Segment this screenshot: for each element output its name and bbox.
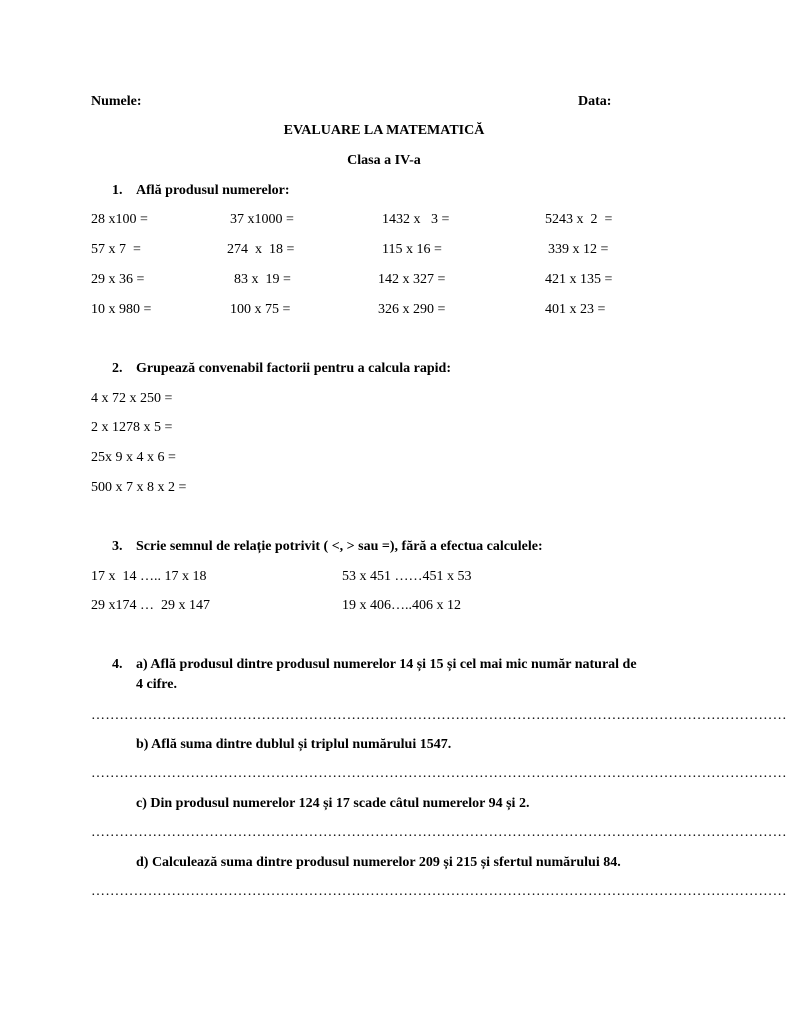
exercise-3-heading (112, 539, 543, 555)
ex1-cell: 28 x100 = (91, 212, 148, 227)
exercise-4b-text: b) Află suma dintre dublul și triplul numărului 1547. (136, 737, 452, 752)
ex1-cell: 421 x 135 = (545, 272, 613, 287)
ex1-cell: 37 x1000 = (230, 212, 294, 227)
exercise-2-number: 2. (112, 361, 123, 376)
ex1-cell: 83 x 19 = (234, 272, 291, 287)
exercise-2-heading (112, 361, 451, 377)
ex3-comparison: 17 x 14 ….. 17 x 18 (91, 569, 207, 584)
date-label: Data: (578, 94, 612, 109)
ex2-line: 25x 9 x 4 x 6 = (91, 450, 176, 465)
ex1-cell: 274 x 18 = (227, 242, 295, 257)
ex2-line: 4 x 72 x 250 = (91, 391, 173, 406)
exercise-3-number: 3. (112, 539, 123, 554)
ex3-comparison: 53 x 451 ……451 x 53 (342, 569, 472, 584)
ex1-cell: 100 x 75 = (230, 302, 291, 317)
answer-line[interactable]: ………………………………………………………………………………………………………………………………… (91, 708, 787, 723)
class-subtitle: Clasa a IV-a (347, 153, 421, 168)
exercise-1-text: Află produsul numerelor: (136, 183, 290, 198)
exercise-1-number: 1. (112, 183, 123, 198)
exercise-4a-text: a) Află produsul dintre produsul numerelor 14 și 15 și cel mai mic număr natural de (136, 657, 637, 672)
ex3-comparison: 19 x 406…..406 x 12 (342, 598, 461, 613)
ex1-cell: 326 x 290 = (378, 302, 446, 317)
ex1-cell: 339 x 12 = (548, 242, 609, 257)
ex2-line: 500 x 7 x 8 x 2 = (91, 480, 187, 495)
exercise-4c-text: c) Din produsul numerelor 124 și 17 scade câtul numerelor 94 și 2. (136, 796, 530, 811)
ex1-cell: 29 x 36 = (91, 272, 145, 287)
exercise-4a-line2: 4 cifre. (136, 677, 177, 692)
exercise-1-heading (112, 183, 290, 199)
exercise-4-number: 4. (112, 657, 123, 672)
ex1-cell: 57 x 7 = (91, 242, 141, 257)
exercise-4a-line1 (112, 657, 637, 673)
exercise-4d-text: d) Calculează suma dintre produsul numerelor 209 și 215 și sfertul numărului 84. (136, 855, 621, 870)
ex2-line: 2 x 1278 x 5 = (91, 420, 173, 435)
ex3-comparison: 29 x174 … 29 x 147 (91, 598, 210, 613)
answer-line[interactable]: ………………………………………………………………………………………………………………………………… (91, 766, 787, 781)
ex1-cell: 142 x 327 = (378, 272, 446, 287)
ex1-cell: 1432 x 3 = (382, 212, 450, 227)
page-title: EVALUARE LA MATEMATICĂ (283, 123, 485, 138)
ex1-cell: 401 x 23 = (545, 302, 606, 317)
name-label: Numele: (91, 94, 142, 109)
answer-line[interactable]: ………………………………………………………………………………………………………………………………… (91, 884, 787, 899)
ex1-cell: 10 x 980 = (91, 302, 152, 317)
answer-line[interactable]: ………………………………………………………………………………………………………………………………… (91, 825, 787, 840)
exercise-2-text: Grupează convenabil factorii pentru a calcula rapid: (136, 361, 451, 376)
ex1-cell: 115 x 16 = (382, 242, 442, 257)
exercise-3-text: Scrie semnul de relație potrivit ( <, > sau =), fără a efectua calculele: (136, 539, 543, 554)
ex1-cell: 5243 x 2 = (545, 212, 613, 227)
